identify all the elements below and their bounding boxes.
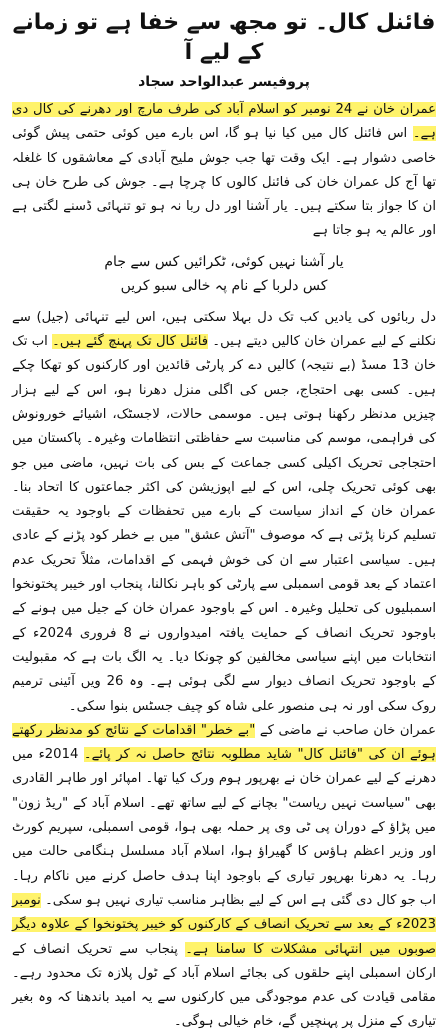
paragraph-1 [12,98,436,244]
poem-verse [12,250,436,298]
paragraph-text: عمران خان صاحب نے ماضی کے [255,722,436,738]
poem-line-2: کس دلربا کے نام پہ خالی سبو کریں [120,277,328,294]
article-headline: فائنل کال۔ تو مجھ سے خفا ہے تو زمانے کے لیے آ [12,10,436,65]
paragraph-text: اس فائنل کال میں کیا نیا ہو گا، اس بارے میں کوئی حتمی پیش گوئی خاصی دشوار ہے۔ ایک وقت تھا جب جوش ملیح آبادی کے معاشقوں کا غلغلہ تھا آج کل عمران خان کی فائنل کالوں کا چرچا ہے۔ جوش کی طرح خان ہی ان کا جواز بتا سکتے ہیں۔ یار آشنا اور دل ربا نہ ہو تو تنہائی ڈسنے لگتی ہے اور عالم یہ ہو جاتا ہے [12,126,436,239]
article-body [12,98,436,1035]
highlighted-text: عمران خان نے 24 نومبر کو اسلام آباد کی طرف مارچ اور دھرنے کی کال دی ہے۔ [12,102,436,142]
paragraph-3 [12,719,436,1035]
paragraph-2 [12,306,436,719]
highlighted-text: نومبر 2023ء کے بعد سے تحریک انصاف کے کارکنوں کو خیبر پختونخوا کے علاوہ دیگر صوبوں میں انتہائی مشکلات کا سامنا ہے۔ [12,892,436,957]
poem-line-1: یار آشنا نہیں کوئی، ٹکرائیں کس سے جام [104,253,344,270]
paragraph-text: پنجاب سے تحریک انصاف کے ارکان اسمبلی اپنے حلقوں کی بجائے اسلام آباد کے ٹول پلازہ تک محدود رہے۔ مقامی قیادت کی عدم موجودگی میں کارکنوں سے یہ امید باندھنا کہ وہ بغیر تیاری کے منزل پر پہنچیں گے، خام خیالی ہوگی۔ [12,941,436,1030]
highlighted-text: "بے خطر" اقدامات کے نتائج کو مدنظر رکھتے ہوئے ان کی "فائنل کال" شاید مطلوبہ نتائج حاصل نہ کر پائے۔ [12,722,436,763]
paragraph-text: اب تک خان 13 مسڈ (بے نتیجہ) کالیں دے کر پارٹی قائدین اور کارکنوں کو تھکا چکے ہیں۔ کسی بھی احتجاج، جس کی اگلی منزل دھرنا ہو، اس کے لیے ہزار چیزیں مدنظر رکھنا ہوتی ہیں۔ موسمی حالات، لاجسٹک، اشیائے خورونوش کی فراہمی، موسم کی مناسبت سے حفاظتی انتظامات وغیرہ۔ پاکستان میں احتجاجی تحریک اکیلی کسی جماعت کے بس کی بات نہیں، ماضی میں جو بھی کوئی تحریک چلی، اس کے لیے اپوزیشن کی اکثر جماعتوں کا اتحاد بنا۔ عمران خان کے انداز سیاست کے بارے میں تحفظات کے باوجود یہ حقیقت تسلیم کرنا پڑتی ہے کہ موصوف "آتش عشق" میں بے خطر کود پڑنے کے عادی ہیں۔ سیاسی اعتبار سے ان کی خوش فہمی کے اقدامات، مثلاً تحریک عدم اعتماد کے بعد قومی اسمبلی سے پارٹی کو باہر نکالنا، پنجاب اور خیبر پختونخوا اسمبلیوں کی تحلیل وغیرہ۔ اس کے باوجود عمران خان کے جیل میں ہونے کے باوجود تحریک انصاف کے حمایت یافتہ امیدواروں نے 8 فروری 2024ء کے انتخابات میں اپنے سیاسی مخالفین کو چونکا دیا۔ یہ الگ بات ہے کہ مقبولیت کے باوجود تحریک انصاف دیوار سے لگی ہوئی ہے۔ وہ 26 ویں آئینی ترمیم روک سکی اور نہ ہی منصور علی شاہ کو چیف جسٹس بنوا سکی۔ [12,334,436,714]
paragraph-text: 2014ء میں دھرنے کے لیے عمران خان نے بھرپور ہوم ورک کیا تھا۔ امپائر اور طاہر القادری بھی "سیاست نہیں ریاست" بچانے کے لیے ساتھ تھے۔ اسلام آباد کے "ریڈ زون" میں پڑاؤ کے دوران پی ٹی وی پر حملہ بھی ہوا، قومی اسمبلی، سپریم کورٹ اور وزیر اعظم ہاؤس کا گھیراؤ ہوا، اسلام آباد مسلسل ہنگامی حالت میں رہا۔ یہ دھرنا بھرپور تیاری کے باوجود اپنا ہدف حاصل کرنے میں ناکام رہا۔ اب جو کال دی گئی ہے اس کے لیے بظاہر مناسب تیاری نہیں ہو سکی۔ [12,747,436,908]
highlighted-text: فائنل کال تک پہنچ گئے ہیں۔ [52,334,209,350]
article-byline: پروفیسر عبدالواحد سجاد [138,74,310,90]
paragraph-text: دل ربائوں کی یادیں کب تک دل بہلا سکتی ہیں، اس لیے تنہائی (جیل) سے نکلنے کے لیے عمران خان کالیں دیتے ہیں۔ [12,309,437,350]
